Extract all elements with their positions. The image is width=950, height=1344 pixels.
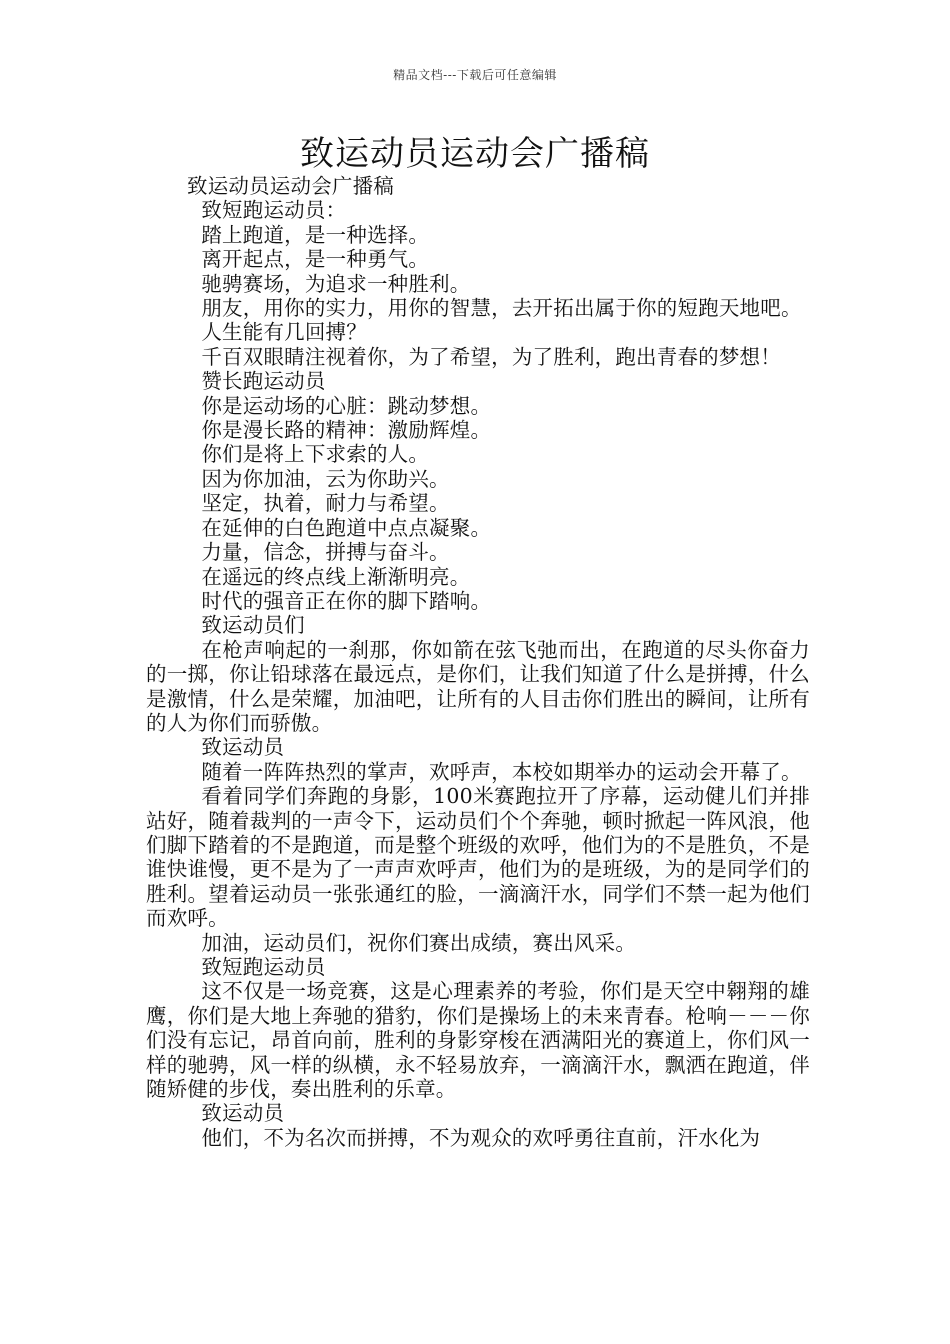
- paragraph: 致短跑运动员: [201, 955, 326, 979]
- paragraph: 致短跑运动员：: [201, 198, 347, 223]
- paragraph: 加油，运动员们，祝你们赛出成绩，赛出风采。: [201, 930, 637, 955]
- paragraph: 力量，信念，拼搏与奋斗。: [201, 540, 450, 565]
- paragraph: 致运动员: [201, 735, 285, 760]
- paragraph: 这不仅是一场竞赛，这是心理素养的考验，你们是天空中翱翔的雄鹰，你们是大地上奔驰的猎豹，你们是操场上的未来青春。枪响－－－你们没有忘记，昂首向前，胜利的身影穿梭在洒满阳光的赛道上，你们风一样的驰骋，风一样的纵横，永不轻易放弃，一滴滴汗水，飘洒在跑道，伴随矫健的步伐，奏出胜利的乐章。: [146, 979, 810, 1102]
- paragraph: 致运动员: [201, 1101, 285, 1126]
- paragraph: 你是运动场的心脏：跳动梦想。: [201, 393, 492, 418]
- header-note: 精品文档---下载后可任意编辑: [393, 68, 557, 82]
- paragraph: 朋友，用你的实力，用你的智慧，去开拓出属于你的短跑天地吧。: [201, 296, 802, 321]
- paragraph: 离开起点，是一种勇气。: [201, 247, 430, 272]
- paragraph: 随着一阵阵热烈的掌声，欢呼声，本校如期举办的运动会开幕了。: [201, 759, 802, 784]
- paragraph: 人生能有几回搏？: [201, 320, 367, 345]
- paragraph: 因为你加油，云为你助兴。: [201, 466, 450, 491]
- paragraph: 在延伸的白色跑道中点点凝聚。: [201, 515, 492, 540]
- document-body: [146, 174, 810, 1150]
- paragraph: 赞长跑运动员: [201, 369, 326, 394]
- paragraph: 坚定，执着，耐力与希望。: [201, 491, 450, 516]
- paragraph: 他们，不为名次而拼搏，不为观众的欢呼勇往直前，汗水化为: [201, 1125, 761, 1150]
- paragraph: 你是漫长路的精神：激励辉煌。: [201, 418, 492, 443]
- paragraph: 在遥远的终点线上渐渐明亮。: [201, 564, 471, 589]
- paragraph: 踏上跑道，是一种选择。: [201, 222, 430, 247]
- paragraph: 致运动员们: [201, 613, 305, 638]
- paragraph: 时代的强音正在你的脚下踏响。: [201, 588, 492, 613]
- paragraph: 在枪声响起的一刹那，你如箭在弦飞弛而出，在跑道的尽头你奋力的一掷，你让铅球落在最远点，是你们，让我们知道了什么是拼搏，什么是激情，什么是荣耀，加油吧，让所有的人目击你们胜出的瞬间，让所有的人为你们而骄傲。: [146, 637, 810, 735]
- paragraph: 看着同学们奔跑的身影，100米赛跑拉开了序幕，运动健儿们并排站好，随着裁判的一声令下，运动员们个个奔驰，顿时掀起一阵风浪，他们脚下踏着的不是跑道，而是整个班级的欢呼，他们为的不是胜负，不是谁快谁慢，更不是为了一声声欢呼声，他们为的是班级，为的是同学们的胜利。望着运动员一张张通红的脸，一滴滴汗水，同学们不禁一起为他们而欢呼。: [146, 784, 810, 931]
- paragraph: 致运动员运动会广播稿: [187, 174, 394, 198]
- document-title: 致运动员运动会广播稿: [300, 134, 650, 174]
- paragraph: 千百双眼睛注视着你，为了希望，为了胜利，跑出青春的梦想！: [201, 344, 781, 369]
- paragraph: 驰骋赛场，为追求一种胜利。: [201, 271, 471, 296]
- paragraph: 你们是将上下求索的人。: [201, 442, 430, 467]
